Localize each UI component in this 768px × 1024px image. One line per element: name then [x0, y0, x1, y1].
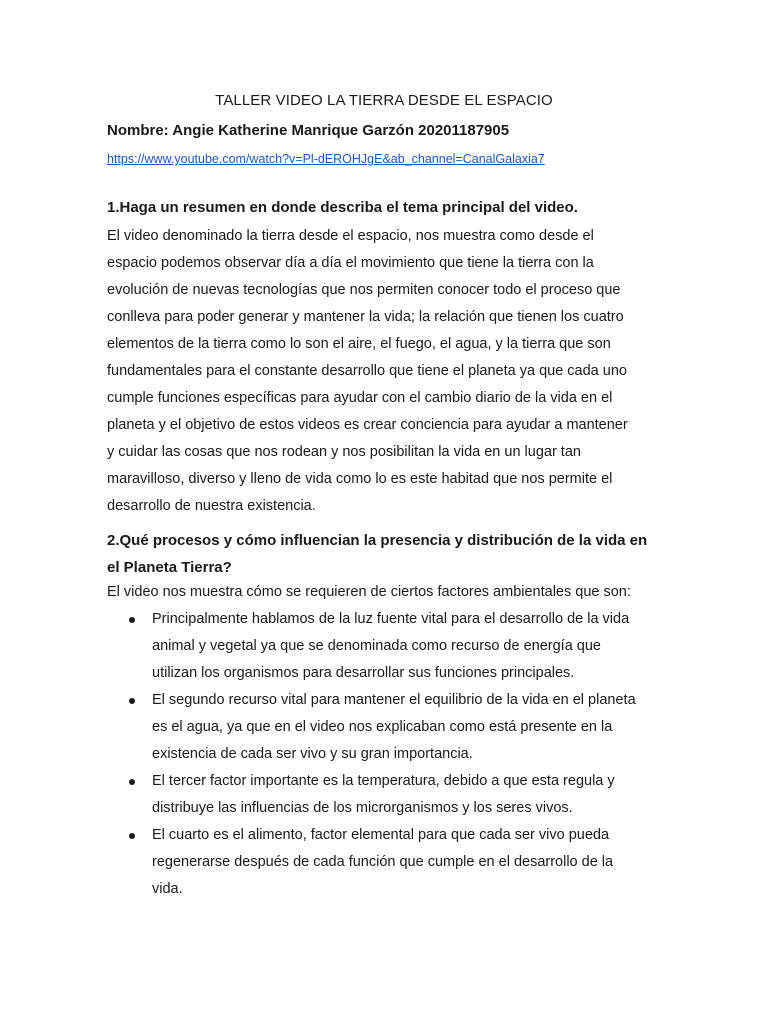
bullet-item-light — [107, 606, 667, 687]
bullet-line: utilizan los organismos para desarrollar sus funciones principales. — [152, 665, 575, 681]
paragraph-line: fundamentales para el constante desarrollo que tiene el planeta ya que cada uno — [107, 363, 627, 379]
bullet-icon — [129, 617, 135, 623]
bullet-item-temperature — [107, 768, 667, 822]
bullet-line: regenerarse después de cada función que cumple en el desarrollo de la — [152, 854, 614, 870]
question-2-heading — [107, 527, 667, 581]
question-1-heading: 1.Haga un resumen en donde describa el tema principal del video. — [107, 199, 578, 216]
bullet-icon — [129, 698, 135, 704]
bullet-icon — [129, 833, 135, 839]
bullet-line: El cuarto es el alimento, factor elemental para que cada ser vivo pueda — [152, 827, 610, 843]
paragraph-line: cumple funciones específicas para ayudar con el cambio diario de la vida en el — [107, 390, 613, 406]
paragraph-line: El video denominado la tierra desde el espacio, nos muestra como desde el — [107, 228, 594, 244]
paragraph-line: espacio podemos observar día a día el movimiento que tiene la tierra con la — [107, 255, 594, 271]
paragraph-line: y cuidar las cosas que nos rodean y nos posibilitan la vida en un lugar tan — [107, 444, 581, 460]
paragraph-line: evolución de nuevas tecnologías que nos permiten conocer todo el proceso que — [107, 282, 621, 298]
paragraph-line: elementos de la tierra como lo son el aire, el fuego, el agua, y la tierra que son — [107, 336, 611, 352]
bullet-line: es el agua, ya que en el video nos explicaban como está presente en la — [152, 719, 613, 735]
paragraph-line: maravilloso, diverso y lleno de vida como lo es este habitad que nos permite el — [107, 471, 613, 487]
bullet-icon — [129, 779, 135, 785]
bullet-line: vida. — [152, 881, 183, 897]
bullet-line: existencia de cada ser vivo y su gran importancia. — [152, 746, 473, 762]
document-title: TALLER VIDEO LA TIERRA DESDE EL ESPACIO — [215, 92, 553, 109]
youtube-link[interactable]: https://www.youtube.com/watch?v=Pl-dEROHJgE&ab_channel=CanalGalaxia7 — [107, 152, 545, 166]
factors-bullet-list — [107, 606, 667, 903]
bullet-item-water — [107, 687, 667, 768]
heading-line: 2.Qué procesos y cómo influencian la presencia y distribución de la vida en — [107, 532, 648, 549]
paragraph-line: desarrollo de nuestra existencia. — [107, 498, 316, 514]
bullet-item-food — [107, 822, 667, 903]
author-name-line: Nombre: Angie Katherine Manrique Garzón 20201187905 — [107, 122, 510, 139]
answer-2-intro: El video nos muestra cómo se requieren de ciertos factores ambientales que son: — [107, 584, 631, 600]
bullet-line: distribuye las influencias de los microrganismos y los seres vivos. — [152, 800, 573, 816]
bullet-line: animal y vegetal ya que se denominada como recurso de energía que — [152, 638, 601, 654]
paragraph-line: conlleva para poder generar y mantener la vida; la relación que tienen los cuatro — [107, 309, 624, 325]
bullet-line: El tercer factor importante es la temperatura, debido a que esta regula y — [152, 773, 615, 789]
answer-1-paragraph — [107, 223, 667, 520]
bullet-line: El segundo recurso vital para mantener el equilibrio de la vida en el planeta — [152, 692, 636, 708]
paragraph-line: planeta y el objetivo de estos videos es crear conciencia para ayudar a mantener — [107, 417, 628, 433]
heading-line: el Planeta Tierra? — [107, 559, 232, 576]
bullet-line: Principalmente hablamos de la luz fuente vital para el desarrollo de la vida — [152, 611, 630, 627]
